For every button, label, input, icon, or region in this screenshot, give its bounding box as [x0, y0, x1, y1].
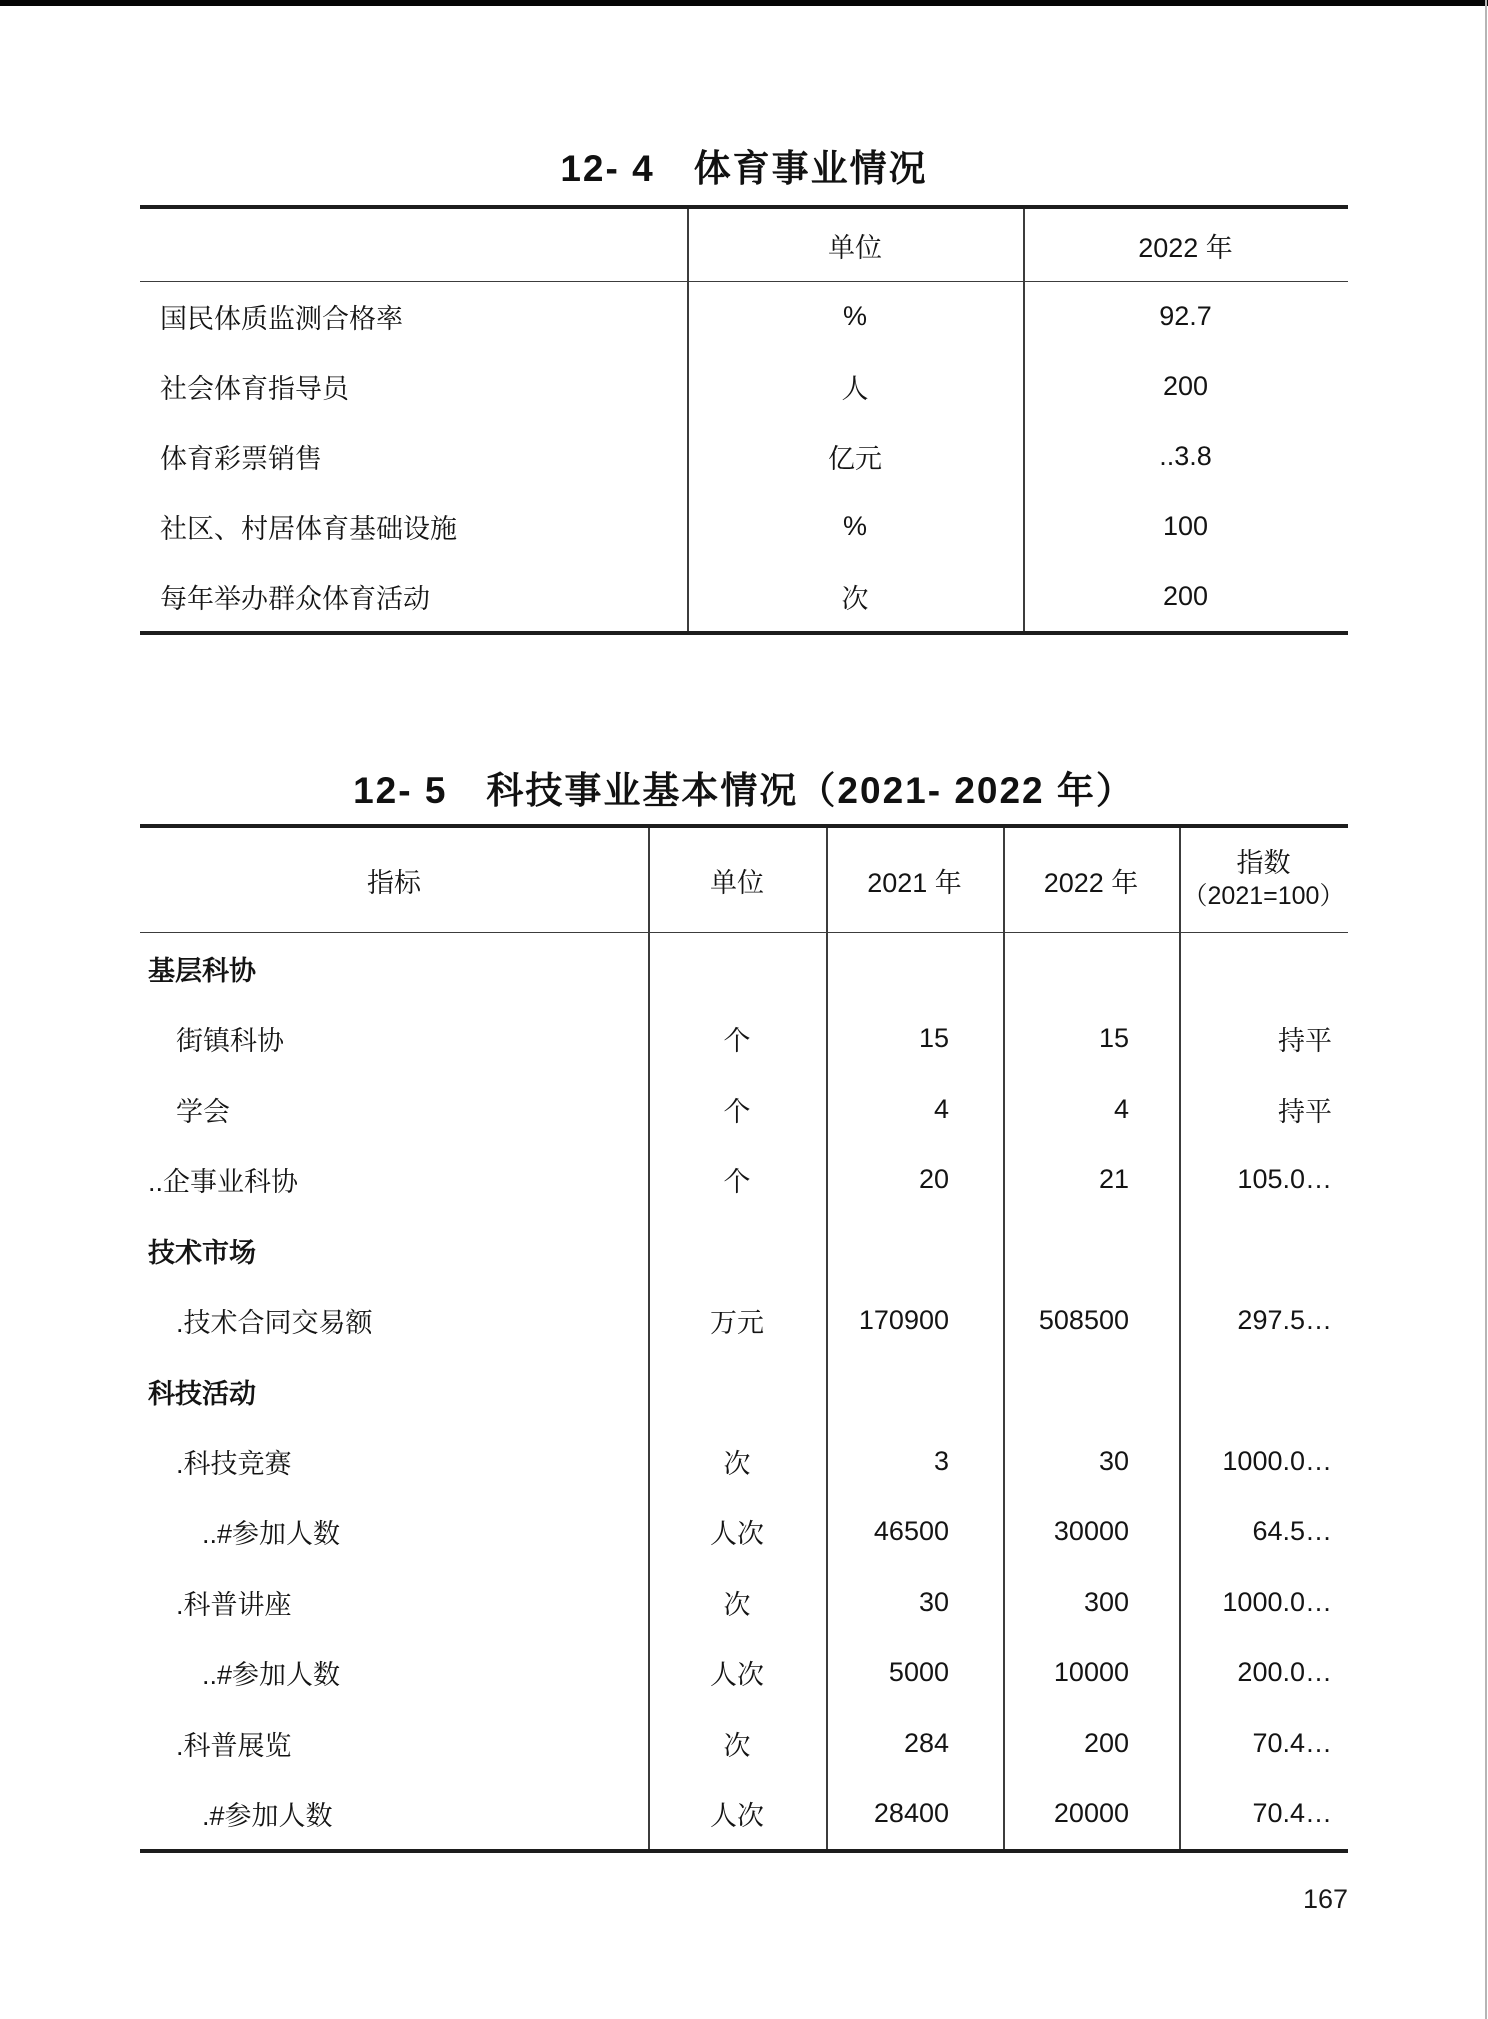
unit-value: 万元: [710, 1308, 764, 1339]
table2-header-2021: 2021 年: [867, 867, 962, 898]
year2022-value: 15: [1098, 1023, 1129, 1054]
year2022-value: 508500: [1038, 1305, 1129, 1336]
unit-value: 人次: [710, 1519, 764, 1550]
table-row: [140, 1567, 1348, 1637]
table2-header-indicator: 指标: [367, 867, 421, 898]
table2-header-index-line1: 指数: [1236, 848, 1291, 878]
table2-vline-1: [648, 828, 650, 1849]
indicator-label: .#参加人数: [202, 1801, 333, 1832]
unit-value: 个: [723, 1026, 751, 1057]
table1-title: 12- 4 体育事业情况: [560, 148, 928, 189]
unit-value: 个: [723, 1167, 751, 1198]
unit-value: 人次: [710, 1801, 764, 1832]
unit-value: 个: [723, 1096, 751, 1127]
index-value: 64.5…: [1252, 1516, 1332, 1547]
table-row: [140, 422, 1348, 492]
table1-header-2022: 2022 年: [1138, 232, 1233, 263]
index-value: 105.0…: [1237, 1164, 1332, 1195]
table-row: [140, 282, 1348, 352]
index-value: 持平: [1278, 1096, 1332, 1127]
table-row: [140, 1003, 1348, 1073]
indicator-label: 社区、村居体育基础设施: [160, 513, 457, 544]
scan-top-edge: [0, 0, 1488, 6]
table2-vline-3: [1003, 828, 1005, 1849]
year2022-value: ..3.8: [1159, 440, 1212, 471]
indicator-label: 每年举办群众体育活动: [160, 583, 430, 614]
table-row: [140, 491, 1348, 561]
year2022-value: 92.7: [1159, 301, 1212, 332]
table2-vline-2: [826, 828, 828, 1849]
year2022-value: 300: [1083, 1586, 1129, 1617]
year2021-value: 46500: [873, 1516, 949, 1547]
index-value: 297.5…: [1237, 1305, 1332, 1336]
index-value: 70.4…: [1252, 1798, 1332, 1829]
year2021-value: 3: [933, 1446, 949, 1477]
table2-header-index-line2: （2021=100）: [1182, 882, 1345, 910]
unit-value: 人: [841, 374, 869, 405]
year2022-value: 200: [1162, 371, 1209, 402]
table1-body: [140, 282, 1348, 631]
table-row: [140, 1144, 1348, 1214]
indicator-label: 基层科协: [148, 955, 256, 986]
table-row: [140, 1708, 1348, 1778]
unit-value: 亿元: [828, 443, 882, 474]
year2022-value: 20000: [1053, 1798, 1129, 1829]
table1-header-row: [140, 209, 1348, 282]
indicator-label: 街镇科协: [176, 1026, 284, 1057]
indicator-label: 技术市场: [148, 1237, 256, 1268]
table2-vline-4: [1179, 828, 1181, 1849]
index-value: 持平: [1278, 1026, 1332, 1057]
table-row: [140, 1285, 1348, 1355]
index-value: 1000.0…: [1222, 1446, 1332, 1477]
table-row: [140, 352, 1348, 422]
table1-header-unit: 单位: [828, 232, 882, 263]
table1-vline-1: [687, 209, 689, 631]
unit-value: 次: [841, 583, 869, 614]
indicator-label: 体育彩票销售: [160, 443, 322, 474]
sports-table: [140, 205, 1348, 635]
year2022-value: 100: [1162, 510, 1209, 541]
indicator-label: ..企事业科协: [148, 1167, 299, 1198]
year2022-value: 10000: [1053, 1657, 1129, 1688]
year2022-value: 200: [1083, 1727, 1129, 1758]
year2022-value: 200: [1162, 580, 1209, 611]
indicator-label: .科普讲座: [176, 1589, 292, 1620]
unit-value: %: [842, 301, 867, 332]
table-row: [140, 1356, 1348, 1426]
table-row: [140, 1779, 1348, 1849]
unit-value: 次: [723, 1449, 751, 1480]
table-row: [140, 933, 1348, 1003]
indicator-label: 国民体质监测合格率: [160, 304, 403, 335]
indicator-label: ..#参加人数: [202, 1660, 341, 1691]
year2021-value: 30: [918, 1586, 949, 1617]
year2022-value: 30: [1098, 1446, 1129, 1477]
year2021-value: 15: [918, 1023, 949, 1054]
indicator-label: 学会: [176, 1096, 230, 1127]
table-row: [140, 1497, 1348, 1567]
science-table: [140, 824, 1348, 1853]
table-row: [140, 1426, 1348, 1496]
year2021-value: 20: [918, 1164, 949, 1195]
table2-title: 12- 5 科技事业基本情况（2021- 2022 年）: [353, 770, 1135, 811]
table2-header-row: [140, 828, 1348, 933]
scan-right-edge: [1485, 0, 1487, 2019]
year2021-value: 284: [903, 1727, 949, 1758]
indicator-label: .技术合同交易额: [176, 1308, 373, 1339]
table2-header-unit: 单位: [710, 867, 764, 898]
unit-value: 次: [723, 1589, 751, 1620]
table2-header-index: [1179, 847, 1348, 913]
year2022-value: 4: [1113, 1093, 1129, 1124]
year2021-value: 170900: [858, 1305, 949, 1336]
index-value: 70.4…: [1252, 1727, 1332, 1758]
year2022-value: 21: [1098, 1164, 1129, 1195]
unit-value: 人次: [710, 1660, 764, 1691]
page-number: 167: [1302, 1884, 1348, 1914]
year2021-value: 5000: [888, 1657, 949, 1688]
table-row: [140, 561, 1348, 631]
index-value: 1000.0…: [1222, 1586, 1332, 1617]
indicator-label: ..#参加人数: [202, 1519, 341, 1550]
year2021-value: 4: [933, 1093, 949, 1124]
table-row: [140, 1215, 1348, 1285]
table-row: [140, 1074, 1348, 1144]
indicator-label: 社会体育指导员: [160, 374, 349, 405]
table2-header-2022: 2022 年: [1043, 867, 1139, 898]
table1-vline-2: [1023, 209, 1025, 631]
indicator-label: .科普展览: [176, 1730, 292, 1761]
year2021-value: 28400: [873, 1798, 949, 1829]
unit-value: 次: [723, 1730, 751, 1761]
unit-value: %: [842, 510, 867, 541]
table-row: [140, 1638, 1348, 1708]
index-value: 200.0…: [1237, 1657, 1332, 1688]
indicator-label: 科技活动: [148, 1378, 256, 1409]
year2022-value: 30000: [1053, 1516, 1129, 1547]
indicator-label: .科技竞赛: [176, 1449, 292, 1480]
table2-body: [140, 933, 1348, 1849]
